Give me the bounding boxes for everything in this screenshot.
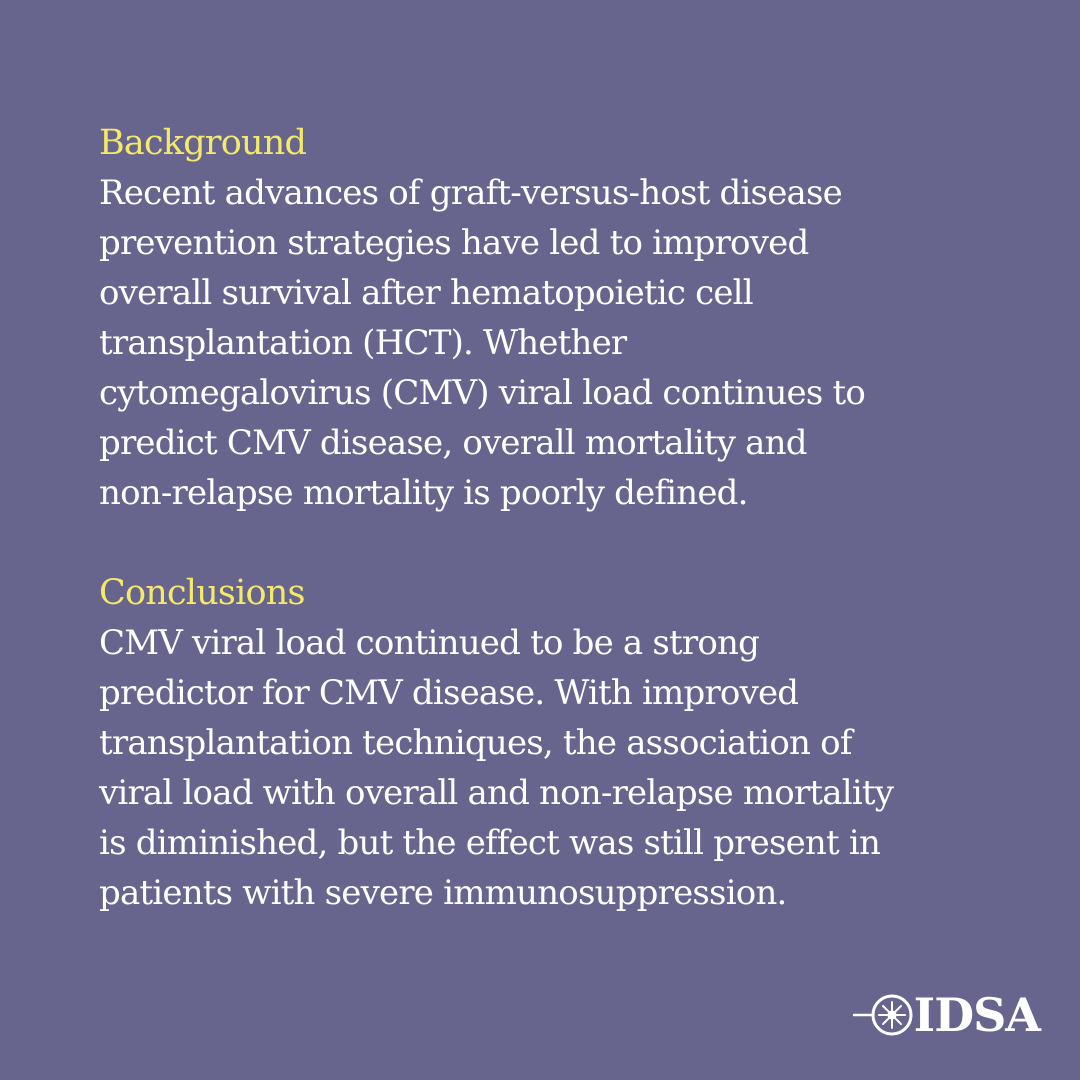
- conclusions-heading: Conclusions: [99, 573, 305, 613]
- background-line: cytomegalovirus (CMV) viral load continues to: [99, 373, 866, 413]
- background-line: prevention strategies have led to improved: [99, 223, 809, 263]
- background-section: [99, 118, 999, 518]
- conclusions-section: [99, 568, 999, 918]
- idsa-logo: [852, 990, 1040, 1040]
- background-line: predict CMV disease, overall mortality and: [99, 423, 807, 463]
- background-heading: Background: [99, 123, 307, 163]
- logo-text: IDSA: [913, 988, 1040, 1042]
- background-line: transplantation (HCT). Whether: [99, 323, 627, 363]
- conclusions-line: patients with severe immunosuppression.: [99, 873, 787, 913]
- conclusions-line: CMV viral load continued to be a strong: [99, 623, 760, 663]
- star-burst-icon: [852, 990, 914, 1040]
- conclusions-line: viral load with overall and non-relapse mortality: [99, 773, 894, 813]
- abstract-content: [99, 118, 999, 918]
- background-line: overall survival after hematopoietic cell: [99, 273, 753, 313]
- background-line: non-relapse mortality is poorly defined.: [99, 473, 748, 513]
- background-line: Recent advances of graft-versus-host disease: [99, 173, 842, 213]
- conclusions-line: transplantation techniques, the association of: [99, 723, 852, 763]
- conclusions-line: is diminished, but the effect was still present in: [99, 823, 881, 863]
- conclusions-line: predictor for CMV disease. With improved: [99, 673, 799, 713]
